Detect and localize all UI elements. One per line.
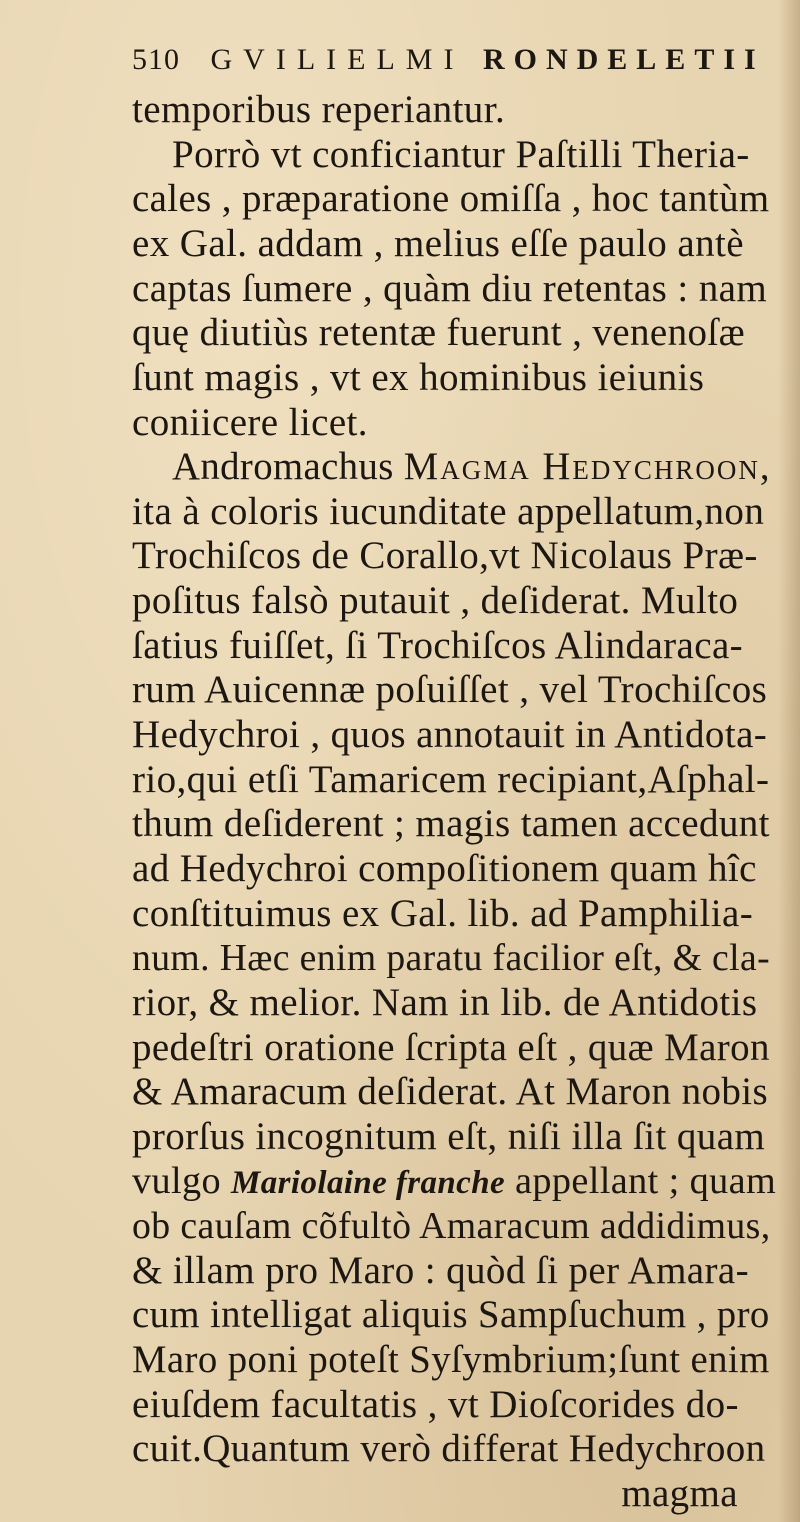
text-line: Maro poni poteſt Syſymbrium;ſunt enim xyxy=(132,1338,770,1382)
text-line: & Amaracum deſiderat. At Maron nobis xyxy=(132,1070,769,1114)
text-line: thum deſiderent ; magis tamen accedunt xyxy=(132,802,770,846)
text-line: ad Hedychroi compoſitionem quam hîc xyxy=(132,846,757,890)
running-head-author-first: GVILIELMI xyxy=(210,43,465,76)
text-line: Trochiſcos de Corallo,vt Nicolaus Præ- xyxy=(132,534,758,578)
text-line: rio,qui etſi Tamaricem recipiant,Aſphal- xyxy=(132,757,770,801)
text-line: cuit.Quantum verò differat Hedychroon xyxy=(132,1427,766,1471)
text-line: captas ſumere , quàm diu retentas : nam xyxy=(132,266,768,310)
text-line: rum Auicennæ poſuiſſet , vel Trochiſcos xyxy=(132,668,768,712)
text-run: Andromachus xyxy=(172,445,394,489)
text-line: & illam pro Maro : quòd ſi per Amara- xyxy=(132,1248,749,1292)
text-line: poſitus falsò putauit , deſiderat. Multo xyxy=(132,579,739,623)
small-caps-run: Magma Hedychroon, xyxy=(403,445,772,489)
text-line: prorſus incognitum eſt, niſi illa ſit quam xyxy=(132,1114,766,1158)
text-line: cum intelligat aliquis Sampſuchum , pro xyxy=(132,1293,770,1337)
text-line: Hedychroi , quos annotauit in Antidota- xyxy=(132,713,768,757)
text-line: pedeſtri oratione ſcripta eſt , quæ Maron xyxy=(132,1025,770,1069)
text-line: eiuſdem facultatis , vt Dioſcorides do- xyxy=(132,1382,739,1426)
text-line: conſtituimus ex Gal. lib. ad Pamphilia- xyxy=(132,891,754,935)
italic-run: Mariolaine franche xyxy=(231,1165,506,1202)
text-line: rior, & melior. Nam in lib. de Antidotis xyxy=(132,980,758,1024)
text-line: ex Gal. addam , melius eſſe paulo antè xyxy=(132,221,744,265)
text-line: ob cauſam cõfultò Amaracum addidimus, xyxy=(132,1205,771,1248)
text-line: coniicere licet. xyxy=(132,400,368,444)
text-line: ſunt magis , vt ex hominibus ieiunis xyxy=(132,355,705,399)
text-line: num. Hæc enim paratu facilior eſt, & cla- xyxy=(132,937,771,980)
running-head xyxy=(132,38,772,82)
text-line: ſatius fuiſſet, ſi Trochiſcos Alindaraca- xyxy=(132,623,744,667)
text-run: appellant ; quam xyxy=(514,1160,777,1203)
page-number: 510 xyxy=(132,43,180,76)
text-line: Porrò vt conficiantur Paſtilli Theria- xyxy=(172,132,750,176)
text-line: quę diutiùs retentæ fuerunt , venenoſæ xyxy=(132,311,746,355)
text-line: cales , præparatione omiſſa , hoc tantùm xyxy=(132,177,770,221)
text-run: vulgo xyxy=(132,1160,222,1203)
text-line: ita à coloris iucunditate appellatum,non xyxy=(132,489,765,533)
running-head-author-last: RONDELETII xyxy=(482,43,765,76)
page-edge-shadow xyxy=(778,0,800,1522)
text-line: temporibus reperiantur. xyxy=(132,88,506,131)
catchword: magma xyxy=(621,1472,738,1515)
